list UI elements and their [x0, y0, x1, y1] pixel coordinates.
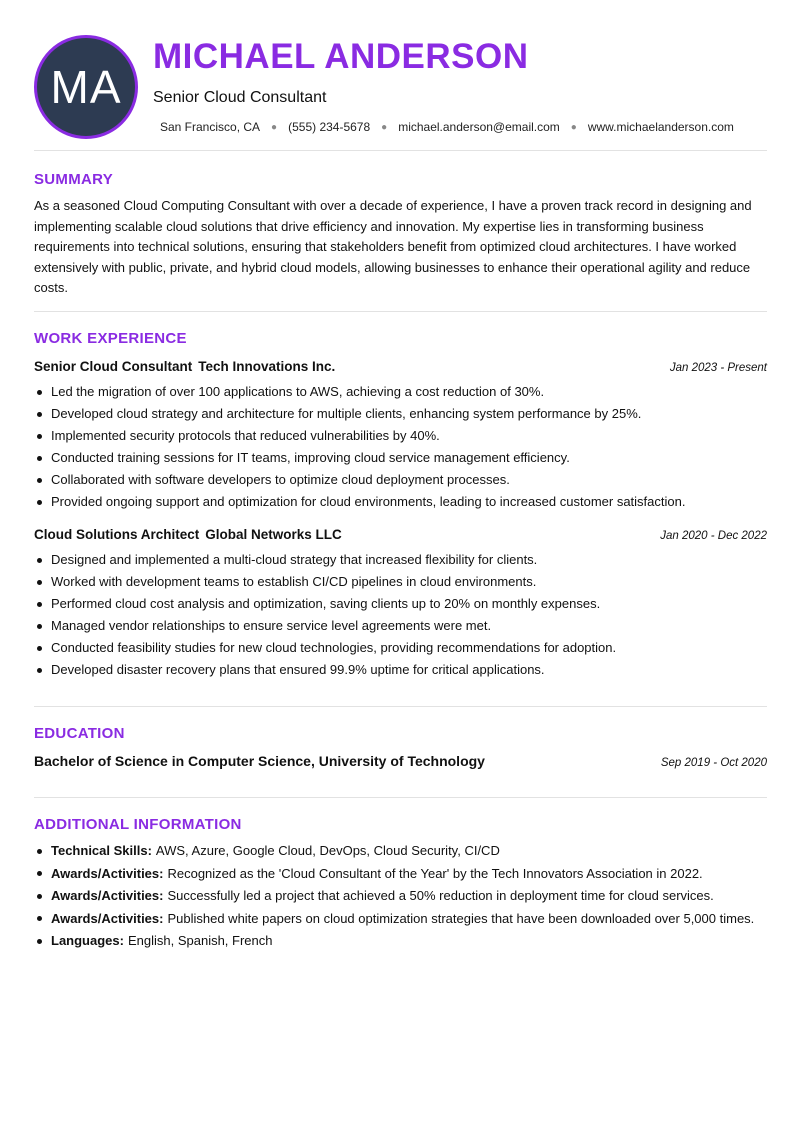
summary-text: As a seasoned Cloud Computing Consultant with over a decade of experience, I have a proven track record in designing and implementing scalable cloud solutions that drive efficiency and innovation. My expertise lies in transforming business requirements into technical solutions, ensuring that stakeholders benefit from optimized cloud architectures. I have worked extensively with public, private, and hybrid cloud models, allowing businesses to enhance their operational agility and reduce costs.: [34, 198, 752, 295]
candidate-name: MICHAEL ANDERSON: [153, 37, 529, 76]
info-label: Awards/Activities:: [51, 865, 164, 881]
contact-bar: [160, 120, 734, 134]
list-item: Managed vendor relationships to ensure service level agreements were met.: [34, 615, 767, 637]
list-item: Provided ongoing support and optimization for cloud environments, leading to increased customer satisfaction.: [34, 491, 767, 513]
info-text: Published white papers on cloud optimization strategies that have been downloaded over 5,000 times.: [167, 910, 755, 926]
contact-website[interactable]: www.michaelanderson.com: [587, 120, 734, 134]
avatar-initials: MA: [34, 35, 138, 139]
list-item: Conducted feasibility studies for new cloud technologies, providing recommendations for adoption.: [34, 637, 767, 659]
contact-email[interactable]: michael.anderson@email.com: [398, 120, 560, 134]
experience-heading: WORK EXPERIENCE: [34, 330, 187, 347]
list-item: Conducted training sessions for IT teams, improving cloud service management efficiency.: [34, 447, 767, 469]
contact-phone: (555) 234-5678: [288, 120, 371, 134]
job-dates: Jan 2023 - Present: [669, 362, 767, 374]
info-text: AWS, Azure, Google Cloud, DevOps, Cloud Security, CI/CD: [155, 843, 500, 858]
job-bullet-list: [34, 381, 767, 513]
info-label: Technical Skills:: [51, 843, 152, 858]
job-position: Cloud Solutions Architect: [34, 527, 200, 542]
separator-dot-icon: ●: [381, 121, 388, 133]
job-title-line: [34, 359, 335, 374]
list-item: [34, 886, 767, 906]
list-item: Collaborated with software developers to optimize cloud deployment processes.: [34, 469, 767, 491]
list-item: Worked with development teams to establish CI/CD pipelines in cloud environments.: [34, 571, 767, 593]
job-header: [34, 527, 767, 542]
list-item: Performed cloud cost analysis and optimization, saving clients up to 20% on monthly expenses.: [34, 593, 767, 615]
section-divider: [34, 797, 767, 798]
info-text: Recognized as the 'Cloud Consultant of the Year' by the Tech Innovators Association in 2022.: [167, 865, 703, 881]
education-entry: [34, 753, 767, 769]
job-title-line: [34, 527, 342, 542]
job-dates: Jan 2020 - Dec 2022: [660, 530, 767, 542]
separator-dot-icon: ●: [271, 121, 278, 133]
education-degree: Bachelor of Science in Computer Science, University of Technology: [34, 753, 485, 769]
job-company: Tech Innovations Inc.: [198, 359, 336, 374]
education-dates: Sep 2019 - Oct 2020: [660, 757, 767, 769]
list-item: Designed and implemented a multi-cloud strategy that increased flexibility for clients.: [34, 549, 767, 571]
education-heading: EDUCATION: [34, 725, 125, 742]
job-bullet-list: [34, 549, 767, 681]
summary-heading: SUMMARY: [34, 171, 114, 188]
section-divider: [34, 311, 767, 312]
candidate-role: Senior Cloud Consultant: [153, 89, 327, 106]
job-company: Global Networks LLC: [205, 527, 342, 542]
list-item: Developed cloud strategy and architecture for multiple clients, enhancing system performance by 25%.: [34, 403, 767, 425]
additional-info-list: [34, 841, 767, 954]
list-item: Developed disaster recovery plans that ensured 99.9% uptime for critical applications.: [34, 659, 767, 681]
list-item: Led the migration of over 100 applications to AWS, achieving a cost reduction of 30%.: [34, 381, 767, 403]
contact-location: San Francisco, CA: [160, 120, 261, 134]
info-label: Awards/Activities:: [51, 888, 164, 903]
info-label: Languages:: [51, 933, 124, 948]
list-item: [34, 909, 767, 929]
list-item: Implemented security protocols that reduced vulnerabilities by 40%.: [34, 425, 767, 447]
list-item: [34, 864, 767, 884]
list-item: [34, 841, 767, 861]
separator-dot-icon: ●: [570, 121, 577, 133]
additional-heading: ADDITIONAL INFORMATION: [34, 816, 242, 833]
section-divider: [34, 706, 767, 707]
section-divider: [34, 150, 767, 151]
info-text: Successfully led a project that achieved a 50% reduction in deployment time for cloud services.: [167, 888, 714, 903]
info-label: Awards/Activities:: [51, 910, 164, 926]
job-header: [34, 359, 767, 374]
info-text: English, Spanish, French: [127, 933, 273, 948]
job-position: Senior Cloud Consultant: [34, 359, 193, 374]
list-item: [34, 931, 767, 951]
